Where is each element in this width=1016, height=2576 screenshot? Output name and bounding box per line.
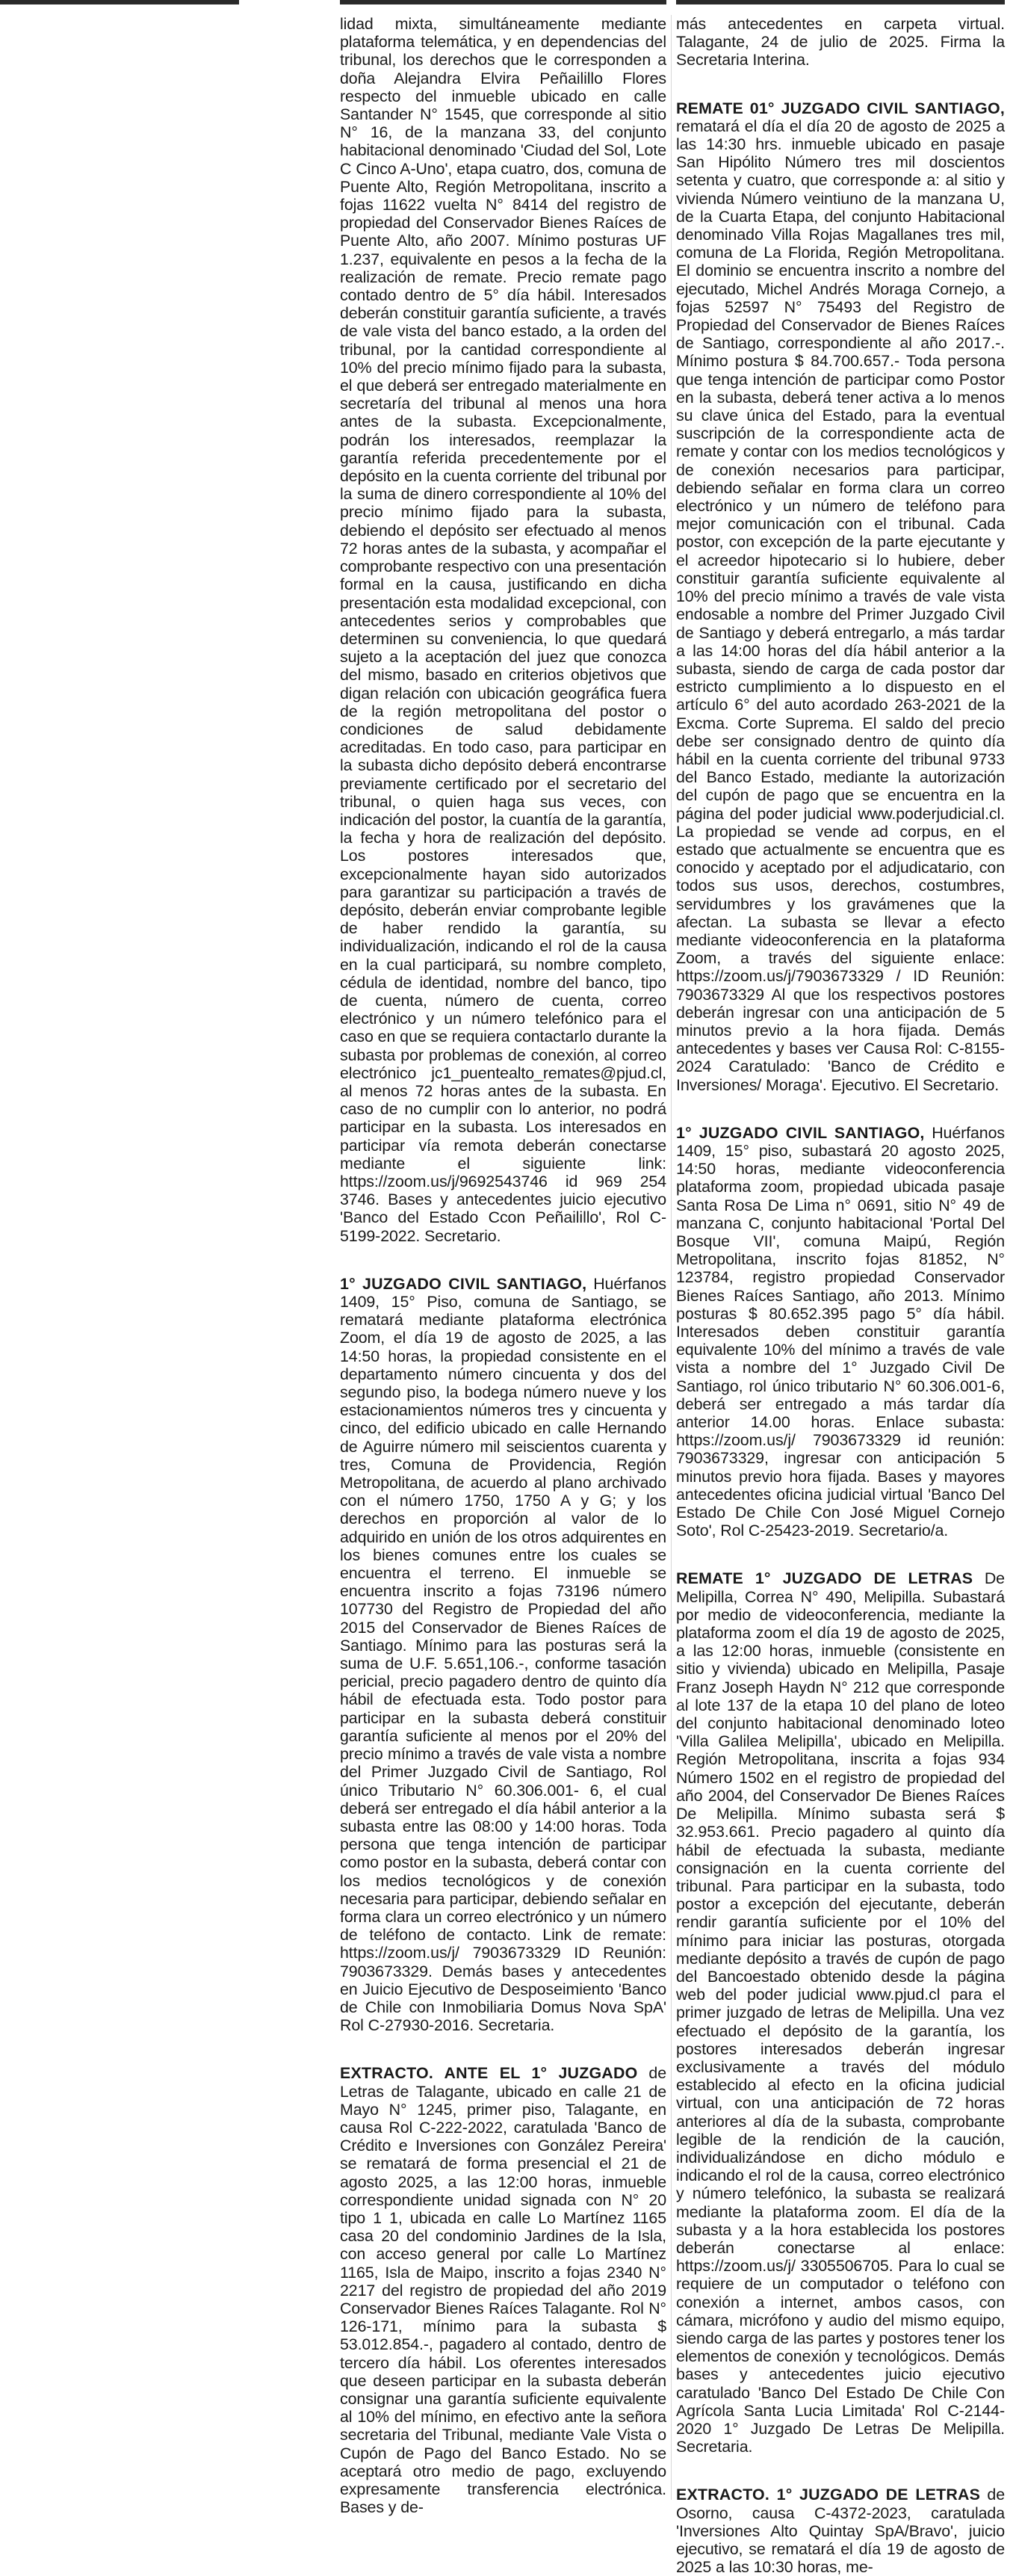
- notice-right-2: [676, 99, 1005, 1094]
- column-separator: [671, 15, 672, 2500]
- notice-body: más antecedentes en carpeta virtual. Talagante, 24 de julio de 2025. Firma la Secretaria Interina.: [676, 15, 1005, 70]
- notice-right-5: [676, 2486, 1005, 2576]
- notice-right-1: [676, 15, 1005, 70]
- notice-lead: 1° JUZGADO CIVIL SANTIAGO,: [676, 1123, 925, 1142]
- notice-lead: EXTRACTO. 1° JUZGADO DE LETRAS: [676, 2486, 981, 2504]
- notice-body: rematará el día el día 20 de agosto de 2025 a las 14:30 hrs. inmueble ubicado en pasaje San Hipólito Número tres mil doscientos setenta y cuatro, que corresponde a: al sitio y vivienda Número veintiuno de la manzana U, de la Cuarta Etapa, del conjunto Habitacional denominado Villa Rojas Magallanes tres mil, comuna de La Florida, Región Metropolitana. El dominio se encuentra inscrito a nombre del ejecutado, Michel Andrés Moraga Cornejo, a fojas 52597 N° 75493 del Registro de Propiedad del Conservador de Bienes Raíces de Santiago, correspondiente al año 2017.-. Mínimo postura $ 84.700.657.- Toda persona que tenga intención de participar como Postor en la subasta, deberá tener activa a lo menos su clave única del Estado, para la eventual suscripción de la correspondiente acta de remate y contar con los medios tecnológicos y de conexión necesarios para participar, debiendo señalar en forma clara un correo electrónico y un número de teléfono para mejor comunicación con el tribunal. Cada postor, con excepción de la parte ejecutante y el acreedor hipotecario si lo hubiere, deber constituir garantía suficiente equivalente al 10% del precio mínimo a través de vale vista endosable a nombre del Primer Juzgado Civil de Santiago y deberá entregarlo, a más tardar a las 14:00 horas del día hábil anterior a la subasta, siendo de carga de cada postor dar estricto cumplimiento a lo dispuesto en el artículo 6° del auto acordado 263-2021 de la Excma. Corte Suprema. El saldo del precio debe ser consignado dentro de quinto día hábil en la cuenta corriente del tribunal 9733 del Banco Estado, mediante la autorización del cupón de pago que se encuentra en la página del poder judicial www.poderjudicial.cl. La propiedad se vende ad corpus, en el estado que actualmente se encuentra que es conocido y aceptado por el adjudicatario, con todos sus usos, derechos, costumbres, servidumbres y los gravámenes que la afectan. La subasta se llevar a efecto mediante videoconferencia en la plataforma Zoom, a través del siguiente enlace: https://zoom.us/j/7903673329 / ID Reunión: 7903673329 Al que los respectivos postores deberán ingresar con una anticipación de 5 minutos previo a la hora fijada. Demás antecedentes y bases ver Causa Rol: C-8155-2024 Caratulado: 'Banco de Crédito e Inversiones/ Moraga'. Ejecutivo. El Secretario.: [676, 117, 1005, 1094]
- notice-body: lidad mixta, simultáneamente mediante plataforma telemática, y en dependencias del tribunal, los derechos que le corresponden a doña Alejandra Elvira Peñailillo Flores respecto del inmueble ubicado en calle Santander N° 1545, que corresponde al sitio N° 16, de la manzana 33, del conjunto habitacional denominado 'Ciudad del Sol, Lote C Cinco A-Uno', etapa cuatro, dos, comuna de Puente Alto, Región Metropolitana, inscrito a fojas 11622 vuelta N° 8414 del registro de propiedad del Conservador Bienes Raíces de Puente Alto, año 2007. Mínimo posturas UF 1.237, equivalente en pesos a la fecha de la realización de remate. Precio remate pago contado dentro de 5° día hábil. Interesados deberán constituir garantía suficiente, a través de vale vista del banco estado, a la orden del tribunal, por la cantidad correspondiente al 10% del precio mínimo fijado para la subasta, el que deberá ser entregado materialmente en secretaría del tribunal al menos una hora antes de la subasta. Excepcionalmente, podrán los interesados, reemplazar la garantía referida precedentemente por el depósito en la cuenta corriente del tribunal por la suma de dinero correspondiente al 10% del precio mínimo fijado para la subasta, debiendo el depósito ser efectuado al menos 72 horas antes de la subasta, y acompañar el comprobante respectivo con una presentación formal en la causa, justificando en dicha presentación esta modalidad excepcional, con antecedentes serios y comprobables que determinen su conveniencia, lo que quedará sujeto a la aceptación del juez que conozca del mismo, basado en criterios objetivos que digan relación con ubicación geográfica fuera de la región metropolitana del postor o condiciones de salud debidamente acreditadas. En todo caso, para participar en la subasta dicho depósito deberá encontrarse previamente certificado por el secretario del tribunal, o quien haga sus veces, con indicación del postor, la cuantía de la garantía, la fecha y hora de realización del depósito. Los postores interesados que, excepcionalmente hayan sido autorizados para garantizar su participación a través de depósito, deberán enviar comprobante legible de haber rendido la garantía, su individualización, indicando el rol de la causa en la cual participará, su nombre completo, cédula de identidad, nombre del banco, tipo de cuenta, número de cuenta, correo electrónico y un número telefónico para el caso en que se requiera contactarlo durante la subasta por problemas de conexión, al correo electrónico jc1_puentealto_remates@pjud.cl, al menos 72 horas antes de la subasta. En caso de no cumplir con lo anterior, no podrá participar en la subasta. Los interesados en participar vía remota deberán conectarse mediante el siguiente link: https://zoom.us/j/9692543746 id 969 254 3746. Bases y antecedentes juicio ejecutivo 'Banco del Estado Ccon Peñailillo', Rol C-5199-2022. Secretario.: [340, 15, 666, 1245]
- notice-body: de Osorno, causa C-4372-2023, caratulada 'Inversiones Alto Quintay SpA/Bravo', juicio ejecutivo, se rematará el día 19 de agosto de 2025 a las 10:30 horas, me-: [676, 2486, 1005, 2576]
- newspaper-page: [0, 4, 1016, 2576]
- notice-body: de Letras de Talagante, ubicado en calle 21 de Mayo N° 1245, primer piso, Talagante, en causa Rol C-222-2022, caratulada 'Banco de Crédito e Inversiones con González Pereira' se rematará de forma presencial el 21 de agosto 2025, a las 12:00 horas, inmueble correspondiente unidad signada con N° 20 tipo 1 1, ubicada en calle Lo Martínez 1165 casa 20 del condominio Jardines de la Isla, con acceso general por calle Lo Martínez 1165, Isla de Maipo, inscrito a fojas 2340 N° 2217 del registro de propiedad del año 2019 Conservador Bienes Raíces Talagante. Rol N° 126-171, mínimo para la subasta $ 53.012.854.-, pagadero al contado, dentro de tercero día hábil. Los oferentes interesados que deseen participar en la subasta deberán consignar una garantía suficiente equivalente al 10% del mínimo, en efectivo ante la señora secretaria del Tribunal, mediante Vale Vista o Cupón de Pago del Banco Estado. No se aceptará otro medio de pago, excluyendo expresamente transferencia electrónica. Bases y de-: [340, 2064, 667, 2517]
- notice-lead: REMATE 01° JUZGADO CIVIL SANTIAGO,: [676, 99, 1005, 117]
- notice-left-2: [340, 1275, 666, 2035]
- notice-left-3: [340, 2064, 666, 2516]
- left-column: [340, 15, 667, 2517]
- notice-lead: REMATE 1° JUZGADO DE LETRAS: [676, 1569, 973, 1588]
- notice-lead: 1° JUZGADO CIVIL SANTIAGO,: [340, 1274, 587, 1293]
- right-column: [676, 15, 1005, 2576]
- notice-right-4: [676, 1569, 1005, 2456]
- notice-right-3: [676, 1124, 1005, 1540]
- notice-lead: EXTRACTO. ANTE EL 1° JUZGADO: [340, 2064, 638, 2083]
- notice-left-1: [340, 15, 666, 1245]
- notice-body: Huérfanos 1409, 15° Piso, comuna de Santiago, se rematará mediante plataforma electrónica Zoom, el día 19 de agosto de 2025, a las 14:50 horas, la propiedad consistente en el departamento número cincuenta y dos del segundo piso, la bodega número nueve y los estacionamientos números tres y cincuenta y cinco, del edificio ubicado en calle Hernando de Aguirre número mil seiscientos cuarenta y tres, Comuna de Providencia, Región Metropolitana, de acuerdo al plano archivado con el número 1750, 1750 A y G; y los derechos en proporción al valor de lo adquirido en unión de los otros adquirentes en los bienes comunes entre los cuales se encuentra el terreno. El inmueble se encuentra inscrito a fojas 73196 número 107730 del Registro de Propiedad del año 2015 del Conservador de Bienes Raíces de Santiago. Mínimo para las posturas será la suma de U.F. 5.651,106.-, conforme tasación pericial, precio pagadero dentro de quinto día hábil de efectuada esta. Todo postor para participar en la subasta deberá constituir garantía suficiente al menos por el 20% del precio mínimo a través de vale vista a nombre del Primer Juzgado Civil de Santiago, Rol único Tributario N° 60.306.001- 6, el cual deberá ser entregado el día hábil anterior a la subasta entre las 08:00 y 14:00 horas. Toda persona que tenga intención de participar como postor en la subasta, deberá contar con los medios tecnológicos y de conexión necesaria para participar, debiendo señalar en forma clara un correo electrónico y un número de teléfono de contacto. Link de remate: https://zoom.us/j/ 7903673329 ID Reunión: 7903673329. Demás bases y antecedentes en Juicio Ejecutivo de Desposeimiento 'Banco de Chile con Inmobiliaria Domus Nova SpA' Rol C-27930-2016. Secretaria.: [340, 1274, 666, 2035]
- notice-body: De Melipilla, Correa N° 490, Melipilla. Subastará por medio de videoconferencia, mediante la plataforma zoom el día 19 de agosto de 2025, a las 12:00 horas, inmueble (consistente en sitio y vivienda) ubicado en Melipilla, Pasaje Franz Joseph Haydn N° 212 que corresponde al lote 137 de la etapa 10 del plano de loteo del conjunto habitacional denominado loteo 'Villa Galilea Melipilla', ubicado en Melipilla. Región Metropolitana, inscrita a fojas 934 Número 1502 en el registro de propiedad del año 2004, del Conservador De Bienes Raíces De Melipilla. Mínimo subasta será $ 32.953.661. Precio pagadero al quinto día hábil de efectuada la subasta, mediante consignación en la cuenta corriente del tribunal. Para participar en la subasta, todo postor a excepción del ejecutante, deberán rendir garantía suficiente por el 10% del mínimo para iniciar las posturas, otorgada mediante depósito a través de cupón de pago del Bancoestado obtenido desde la página web del poder judicial www.pjud.cl para el primer juzgado de letras de Melipilla. Una vez efectuado el depósito de la garantía, los postores interesados deberán ingresar exclusivamente a través del módulo establecido al efecto en la oficina judicial virtual, con una anticipación de 72 horas anteriores al día de la subasta, comprobante legible de la rendición de la caución, individualizándose en dicho módulo e indicando el rol de la causa, correo electrónico y número telefónico, la subasta se realizará mediante la plataforma zoom. El día de la subasta y a la hora establecida los postores deberán conectarse al enlace: https://zoom.us/j/ 3305506705. Para lo cual se requiere de un computador o teléfono con conexión a internet, ambos casos, con cámara, micrófono y audio del mismo equipo, siendo carga de las partes y postores tener los elementos de conexión y tecnológicos. Demás bases y antecedentes juicio ejecutivo caratulado 'Banco Del Estado De Chile Con Agrícola Santa Lucia Limitada' Rol C-2144-2020 1° Juzgado De Letras De Melipilla. Secretaria.: [676, 1569, 1005, 2456]
- notice-body: Huérfanos 1409, 15° piso, subastará 20 agosto 2025, 14:50 horas, mediante videoconferencia plataforma zoom, propiedad ubicada pasaje Santa Rosa De Lima n° 0691, sitio N° 49 de manzana C, conjunto habitacional 'Portal Del Bosque VII', comuna Maipú, Región Metropolitana, inscrito fojas 81852, N° 123784, registro propiedad Conservador Bienes Raíces Santiago, año 2013. Mínimo posturas $ 80.652.395 pago 5° día hábil. Interesados deben constituir garantía equivalente 10% del mínimo a través de vale vista a nombre del 1° Juzgado Civil De Santiago, rol único tributario N° 60.306.001-6, deberá ser entregado a más tardar día anterior 14.00 horas. Enlace subasta: https://zoom.us/j/ 7903673329 id reunión: 7903673329, ingresar con anticipación 5 minutos previo hora fijada. Bases y mayores antecedentes oficina judicial virtual 'Banco Del Estado De Chile Con José Miguel Cornejo Soto', Rol C-25423-2019. Secretario/a.: [676, 1123, 1005, 1540]
